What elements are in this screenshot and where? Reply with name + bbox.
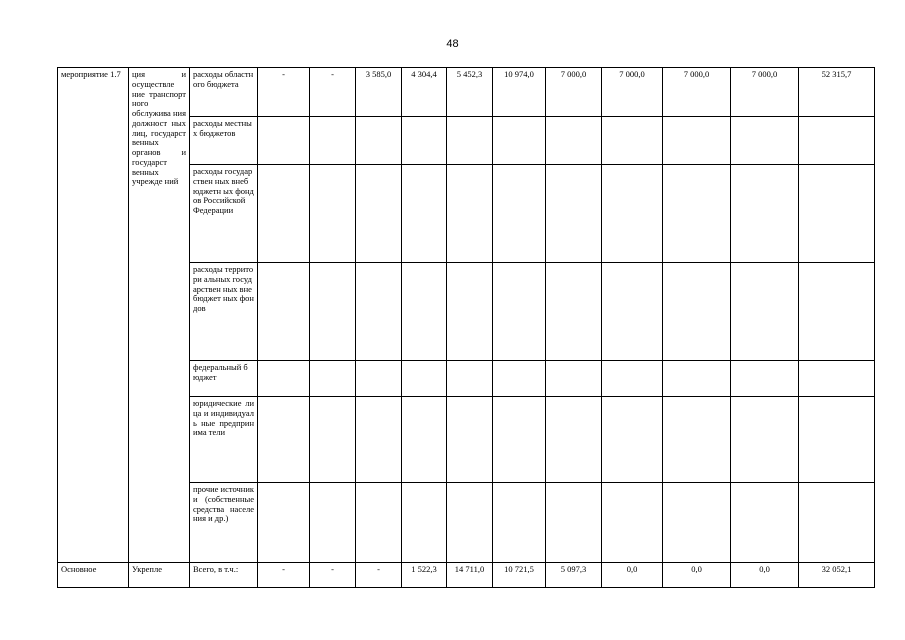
value-cell (310, 397, 356, 483)
value-cell (493, 483, 546, 563)
value-cell (602, 397, 663, 483)
funding-source-cell: расходы местных бюджетов (190, 117, 258, 165)
value-cell (546, 263, 602, 361)
value-cell (402, 263, 447, 361)
activity-name-cell: Укрепле (129, 563, 190, 588)
value-cell (356, 117, 402, 165)
value-cell: 0,0 (731, 563, 799, 588)
value-cell (546, 117, 602, 165)
value-cell (663, 483, 731, 563)
value-cell (546, 397, 602, 483)
value-cell (402, 117, 447, 165)
value-cell (402, 397, 447, 483)
value-cell (546, 165, 602, 263)
value-cell: 7 000,0 (546, 68, 602, 117)
value-cell (493, 397, 546, 483)
funding-source-cell: Всего, в т.ч.: (190, 563, 258, 588)
value-cell (356, 361, 402, 397)
funding-source-cell: федеральный бюджет (190, 361, 258, 397)
page-number: 48 (446, 38, 459, 50)
value-cell: 14 711,0 (447, 563, 493, 588)
value-cell (663, 361, 731, 397)
value-cell (602, 483, 663, 563)
value-cell (310, 165, 356, 263)
value-cell (258, 361, 310, 397)
value-cell: 0,0 (602, 563, 663, 588)
value-cell: 10 974,0 (493, 68, 546, 117)
value-cell (546, 483, 602, 563)
value-cell (310, 263, 356, 361)
value-cell (447, 165, 493, 263)
value-cell (402, 361, 447, 397)
value-cell (602, 165, 663, 263)
value-cell (731, 483, 799, 563)
value-cell (258, 263, 310, 361)
value-cell (731, 165, 799, 263)
value-cell (546, 361, 602, 397)
value-cell: 52 315,7 (799, 68, 875, 117)
value-cell (663, 117, 731, 165)
value-cell (799, 165, 875, 263)
funding-source-cell: прочие источники (собственные средства населения и др.) (190, 483, 258, 563)
value-cell (258, 483, 310, 563)
value-cell (731, 117, 799, 165)
value-cell: 7 000,0 (663, 68, 731, 117)
value-cell (447, 483, 493, 563)
value-cell (731, 361, 799, 397)
value-cell: 10 721,5 (493, 563, 546, 588)
value-cell (310, 117, 356, 165)
value-cell (799, 263, 875, 361)
value-cell (799, 117, 875, 165)
value-cell (356, 263, 402, 361)
value-cell (310, 483, 356, 563)
table-body (58, 68, 875, 588)
value-cell (356, 165, 402, 263)
value-cell (447, 397, 493, 483)
value-cell (602, 117, 663, 165)
value-cell (731, 263, 799, 361)
value-cell (447, 263, 493, 361)
value-cell: 4 304,4 (402, 68, 447, 117)
value-cell (799, 361, 875, 397)
funding-source-cell: расходы областного бюджета (190, 68, 258, 117)
value-cell: - (258, 68, 310, 117)
value-cell: - (356, 563, 402, 588)
value-cell (663, 165, 731, 263)
funding-source-cell: расходы государствен ных внебюджетн ых фондов Российской Федерации (190, 165, 258, 263)
value-cell: - (310, 563, 356, 588)
value-cell (447, 117, 493, 165)
value-cell: - (258, 563, 310, 588)
value-cell: 1 522,3 (402, 563, 447, 588)
funding-source-cell: юридические лица и индивидуаль ные предпринима тели (190, 397, 258, 483)
value-cell (663, 263, 731, 361)
value-cell: - (310, 68, 356, 117)
value-cell: 7 000,0 (731, 68, 799, 117)
value-cell (799, 483, 875, 563)
value-cell: 5 097,3 (546, 563, 602, 588)
table-row (58, 68, 875, 117)
activity-cell: мероприятие 1.7 (58, 68, 129, 563)
value-cell (356, 483, 402, 563)
value-cell (310, 361, 356, 397)
value-cell (402, 483, 447, 563)
value-cell (258, 397, 310, 483)
value-cell (356, 397, 402, 483)
value-cell (493, 165, 546, 263)
funding-source-cell: расходы территори альных государствен ных внебюджет ных фондов (190, 263, 258, 361)
value-cell (258, 165, 310, 263)
value-cell: 3 585,0 (356, 68, 402, 117)
table-row (58, 563, 875, 588)
value-cell (493, 117, 546, 165)
value-cell (493, 263, 546, 361)
activity-cell: Основное (58, 563, 129, 588)
value-cell (799, 397, 875, 483)
value-cell (258, 117, 310, 165)
value-cell (663, 397, 731, 483)
value-cell: 7 000,0 (602, 68, 663, 117)
value-cell: 5 452,3 (447, 68, 493, 117)
value-cell (602, 361, 663, 397)
value-cell (602, 263, 663, 361)
value-cell: 0,0 (663, 563, 731, 588)
budget-table (57, 67, 875, 588)
value-cell (731, 397, 799, 483)
value-cell (447, 361, 493, 397)
value-cell (493, 361, 546, 397)
activity-name-cell: ция и осуществле ние транспорт ного обслужива ния должност ных лиц, государст венных органов и государст венных учрежде ний (129, 68, 190, 563)
value-cell (402, 165, 447, 263)
value-cell: 32 052,1 (799, 563, 875, 588)
